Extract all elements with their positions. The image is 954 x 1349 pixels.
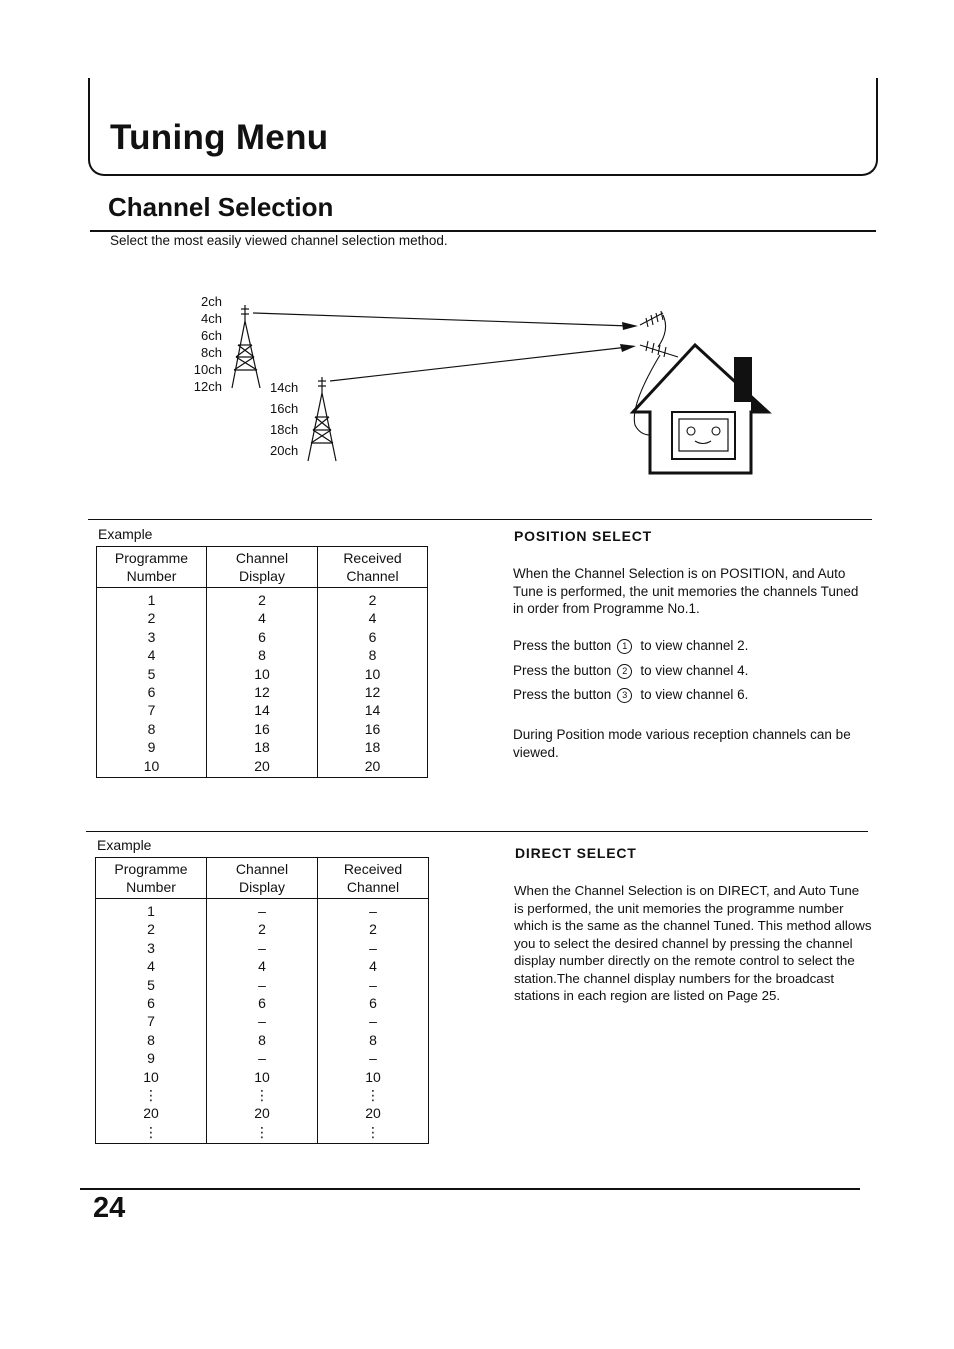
table-row [97,701,428,719]
table-cell: – [318,899,429,921]
channel-label: 2ch [201,294,222,309]
column-header: Channel Display [207,858,318,899]
channel-label: 18ch [270,422,299,437]
intro-text: Select the most easily viewed channel selection method. [110,233,448,248]
column-header: Programme Number [97,547,207,588]
table-cell: ⋮ [207,1086,318,1104]
table-row [97,646,428,664]
table-cell: 7 [96,1012,207,1030]
button-1-icon: 1 [617,639,632,654]
table-cell: 18 [207,738,318,756]
table-row [96,957,429,975]
press-instruction [513,687,748,703]
table-cell: 2 [207,588,318,610]
column-header: Programme Number [96,858,207,899]
table-cell: 10 [207,665,318,683]
button-3-icon: 3 [617,688,632,703]
table-cell: 2 [318,588,428,610]
table-cell: 2 [318,920,429,938]
table-cell: 20 [207,1104,318,1122]
table-row [97,609,428,627]
table-row [97,720,428,738]
transmitter-tower-icon [232,305,260,388]
table-row [97,628,428,646]
channel-label: 12ch [193,379,222,394]
table-cell: – [318,976,429,994]
table-row [96,939,429,957]
table-cell: 20 [318,1104,429,1122]
position-select-description: When the Channel Selection is on POSITION, and Auto Tune is performed, the unit memories the channels Tuned in order from Programme No.1. [513,566,859,616]
house-icon [633,345,768,473]
table-row [96,1086,429,1104]
table-cell: 16 [318,720,428,738]
table-cell: 20 [96,1104,207,1122]
table-cell: 1 [97,588,207,610]
table-cell: 2 [97,609,207,627]
diagram-graphics [150,285,800,485]
table-row [96,1012,429,1030]
table-cell: 5 [96,976,207,994]
table-cell: ⋮ [207,1123,318,1144]
table-cell: 20 [318,757,428,778]
table-cell: 3 [96,939,207,957]
arrow-icon [620,344,636,352]
press-instruction [513,638,748,654]
table-header-row [96,858,429,899]
table-row [97,757,428,778]
transmitter-tower-icon [308,377,336,461]
table-cell: 14 [318,701,428,719]
divider [86,831,868,832]
table-row [97,588,428,610]
press-prefix: Press the button [513,687,612,702]
table-cell: – [207,899,318,921]
channel-label: 14ch [270,380,299,395]
table-cell: ⋮ [318,1123,429,1144]
table-cell: 12 [318,683,428,701]
table-cell: 6 [96,994,207,1012]
table-cell: 4 [97,646,207,664]
table-cell: 10 [97,757,207,778]
table-body [97,588,428,778]
channel-label: 6ch [201,328,222,343]
table-row [96,1049,429,1067]
press-text: to view channel 4. [640,663,749,678]
footer-divider [80,1188,860,1190]
table-cell: 8 [318,646,428,664]
table-cell: 6 [318,628,428,646]
table-cell: 18 [318,738,428,756]
table-cell: 8 [96,1031,207,1049]
table-cell: 10 [318,665,428,683]
example-label: Example [98,526,153,542]
table-row [96,1123,429,1144]
channel-label: 16ch [270,401,299,416]
table-row [97,683,428,701]
position-select-note: During Position mode various reception channels can be viewed. [513,727,851,760]
table-cell: – [318,1012,429,1030]
table-cell: – [318,939,429,957]
table-row [96,920,429,938]
divider [88,519,872,520]
table-row [96,994,429,1012]
table-cell: 8 [207,646,318,664]
table-cell: 14 [207,701,318,719]
channel-label: 20ch [270,443,299,458]
table-row [96,1104,429,1122]
arrow-icon [622,322,638,330]
table-row [97,665,428,683]
press-prefix: Press the button [513,638,612,653]
table-cell: 2 [207,920,318,938]
example-label: Example [97,837,152,853]
direct-select-heading: DIRECT SELECT [515,845,637,861]
table-cell: 12 [207,683,318,701]
channel-label: 4ch [201,311,222,326]
press-text: to view channel 6. [640,687,749,702]
table-cell: – [207,1049,318,1067]
table-cell: 8 [207,1031,318,1049]
table-cell: 5 [97,665,207,683]
button-2-icon: 2 [617,664,632,679]
table-body [96,899,429,1144]
table-cell: 4 [318,957,429,975]
page-number: 24 [93,1192,126,1224]
column-header: Channel Display [207,547,318,588]
table-cell: 6 [207,628,318,646]
table-cell: 6 [318,994,429,1012]
table-cell: 10 [207,1068,318,1086]
table-cell: 2 [96,920,207,938]
table-row [96,899,429,921]
channel-label: 10ch [193,362,222,377]
table-cell: 4 [207,957,318,975]
table-row [97,738,428,756]
table-cell: ⋮ [318,1086,429,1104]
direct-example-table [95,857,429,1144]
table-cell: 4 [207,609,318,627]
table-cell: – [318,1049,429,1067]
table-row [96,1031,429,1049]
table-cell: 9 [96,1049,207,1067]
table-cell: – [207,1012,318,1030]
position-select-heading: POSITION SELECT [514,528,653,544]
direct-select-description: When the Channel Selection is on DIRECT, and Auto Tune is performed, the unit memories the programme number which is the same as the channel Tuned. This method allows you to select the desired channel by pressing the channel display number directly on the remote control to select the station.The channel display numbers for the broadcast stations in each region are listed on Page 25. [514,883,872,1003]
table-cell: 9 [97,738,207,756]
section-title: Channel Selection [108,192,334,222]
table-cell: 8 [97,720,207,738]
reception-diagram [150,285,800,485]
table-cell: 1 [96,899,207,921]
table-cell: ⋮ [96,1123,207,1144]
column-header: Received Channel [318,547,428,588]
position-example-table [96,546,428,778]
table-cell: 16 [207,720,318,738]
table-cell: 7 [97,701,207,719]
page-title: Tuning Menu [110,118,329,157]
table-cell: 3 [97,628,207,646]
table-cell: 20 [207,757,318,778]
table-cell: 10 [318,1068,429,1086]
press-prefix: Press the button [513,663,612,678]
table-row [96,1068,429,1086]
table-cell: 10 [96,1068,207,1086]
table-cell: – [207,939,318,957]
table-cell: 6 [97,683,207,701]
table-header-row [97,547,428,588]
table-cell: – [207,976,318,994]
table-cell: ⋮ [96,1086,207,1104]
table-cell: 4 [318,609,428,627]
table-cell: 4 [96,957,207,975]
table-cell: 8 [318,1031,429,1049]
press-text: to view channel 2. [640,638,749,653]
section-divider [90,230,876,232]
table-row [96,976,429,994]
table-cell: 6 [207,994,318,1012]
press-instruction [513,663,748,679]
column-header: Received Channel [318,858,429,899]
channel-label: 8ch [201,345,222,360]
